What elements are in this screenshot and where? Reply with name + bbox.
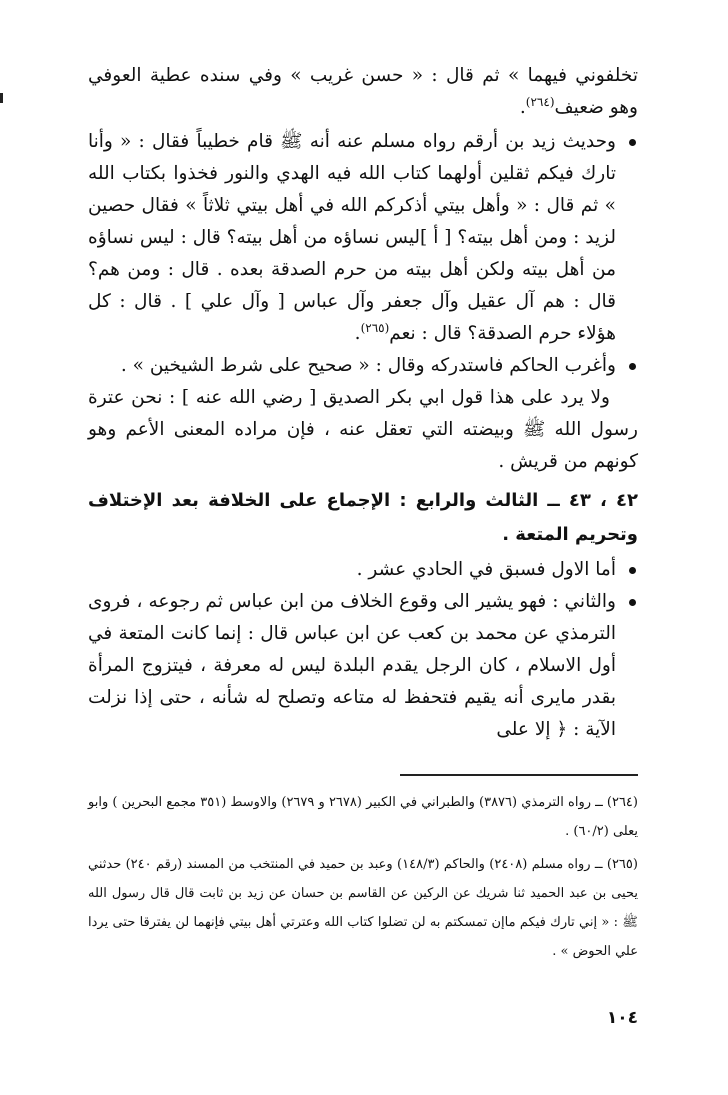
bullet-icon: [629, 363, 636, 370]
page-number: ١٠٤: [606, 1008, 638, 1028]
bullet-icon: [629, 139, 636, 146]
margin-mark: [0, 93, 3, 103]
footnote-265: (٢٦٥) ــ رواه مسلم (٢٤٠٨) والحاكم (١٤٨/٣) وعبد بن حميد في المنتخب من المسند (رقم ٢٤٠) حدثني يحيى بن عبد الحميد ثنا شريك عن الركين عن القاسم بن حسان عن زيد بن ثابت قال قال رسول الله ﷺ : « إني تارك فيكم ماإن تمسكتم به لن تضلوا كتاب الله وعترتي أهل بيتي فإنهما لن يفترقا حتى يردا علي الحوض » .: [88, 857, 638, 959]
paragraph-6: والثاني : فهو يشير الى وقوع الخلاف من ابن عباس ثم رجوعه ، فروى الترمذي عن محمد بن كعب عن ابن عباس قال : إنما كانت المتعة في أول الاسلام ، كان الرجل يقدم البلدة ليس له معرفة ، فيتزوج المرأة بقدر مايرى أنه يقيم فتحفظ له متاعه وتصلح له شأنه ، حتى إذا نزلت الآية : ﴿ إلا على: [88, 586, 638, 746]
footnote-264: (٢٦٤) ــ رواه الترمذي (٣٨٧٦) والطبراني في الكبير (٢٦٧٨ و ٢٦٧٩) والاوسط (٣٥١ مجمع البحرين ) وابو يعلى (٦٠/٢) .: [88, 795, 638, 839]
paragraph-3: وأغرب الحاكم فاستدركه وقال : « صحيح على شرط الشيخين » .: [88, 350, 638, 382]
footnote-divider: [400, 774, 638, 776]
section-heading: ٤٢ ، ٤٣ ــ الثالث والرابع : الإجماع على الخلافة بعد الإختلاف وتحريم المتعة .: [88, 490, 638, 545]
book-page: [88, 60, 638, 1060]
bullet-icon: [629, 599, 636, 606]
footnote-ref-265[interactable]: (٢٦٥): [360, 320, 390, 335]
footnote-ref-264[interactable]: (٢٦٤): [525, 94, 555, 109]
main-text: [88, 60, 638, 746]
footnotes: [88, 788, 638, 970]
paragraph-4: ولا يرد على هذا قول ابي بكر الصديق [ رضي الله عنه ] : نحن عترة رسول الله ﷺ وبيضته التي تعقل عنه ، فإن مراده المعنى الأعم وهو كونهم من قريش .: [88, 387, 638, 472]
paragraph-1: تخلفوني فيهما » ثم قال : « حسن غريب » وفي سنده عطية العوفي وهو ضعيف$^{(٢٦٤)}$.: [88, 65, 638, 118]
paragraph-5: أما الاول فسبق في الحادي عشر .: [88, 554, 638, 586]
bullet-icon: [629, 567, 636, 574]
paragraph-2: وحديث زيد بن أرقم رواه مسلم عنه أنه ﷺ قام خطيباً فقال : « وأنا تارك فيكم ثقلين أولهما كتاب الله فيه الهدي والنور فخذوا بكتاب الله » ثم قال : « وأهل بيتي أذكركم الله في أهل بيتي ثلاثاً » فقال حصين لزيد : ومن أهل بيته؟ [ أ ]ليس نساؤه من أهل بيته؟ قال : ليس نساؤه من أهل بيته ولكن أهل بيته من حرم الصدقة بعده . قال : ومن هم؟ قال : هم آل عقيل وآل جعفر وآل عباس [ وآل علي ] . قال : كل هؤلاء حرم الصدقة؟ قال : نعم$^{(٢٦٥)}$.: [88, 126, 638, 350]
